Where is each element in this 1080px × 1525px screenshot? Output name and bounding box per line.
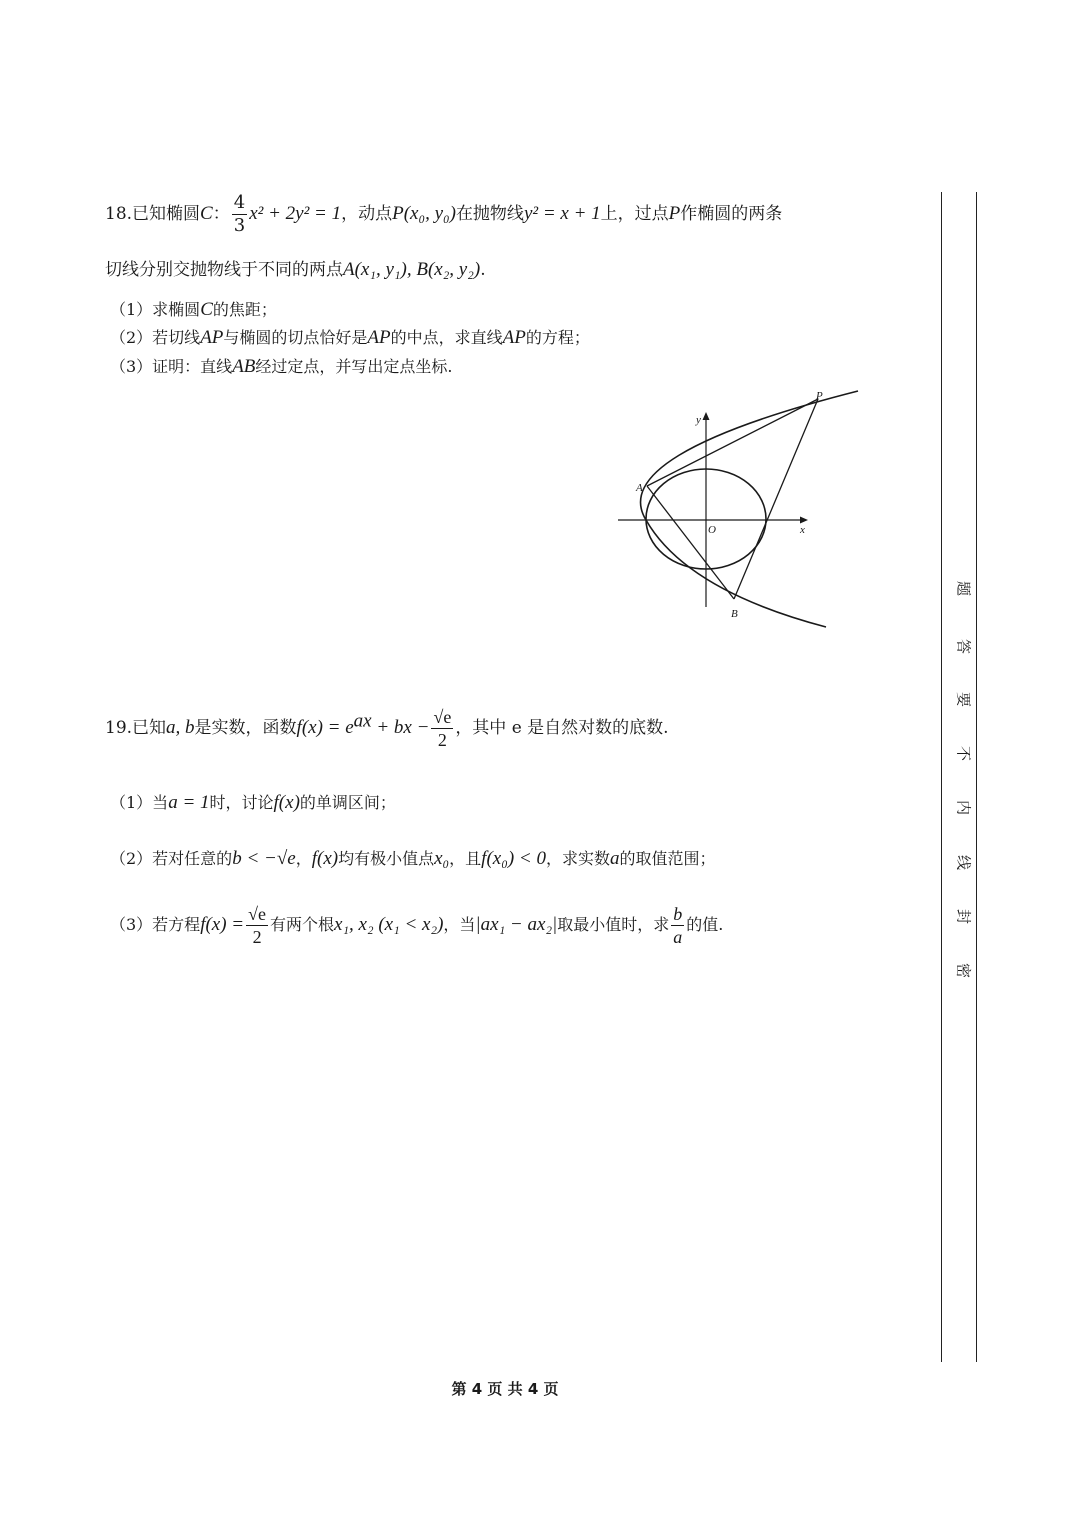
q19-sub3: （3）若方程f(x) = $\frac{√e}{2}$ 有两个根x₁, x₂ (x₁ < x₂)，当|ax₁ − ax₂|取最小值时，求 $\frac{b}{a}$ 的值. <box>110 904 724 947</box>
q18-sub2: （2）若切线AP与椭圆的切点恰好是AP的中点，求直线AP的方程； <box>110 327 590 348</box>
label-A: A <box>636 482 643 494</box>
seal-char-1: 题 <box>954 580 973 596</box>
seal-char-8: 密 <box>954 962 973 978</box>
x-axis-arrow <box>800 517 808 524</box>
label-B: B <box>731 608 738 620</box>
q19-line1: 19.已知a, b是实数，函数$f(x) = e^{ax}$ + bx − $\frac{√e}{2}$ ，其中 e 是自然对数的底数. <box>105 707 669 750</box>
seal-rule-left <box>941 192 942 1362</box>
q19-sub2: （2）若对任意的b < −√e，f(x)均有极小值点x₀，且f(x₀) < 0，求实数a的取值范围； <box>110 848 716 869</box>
fraction-b-a: $\frac{b}{a}$ <box>673 904 683 947</box>
tangent-line-PA <box>647 399 818 486</box>
q18-line2: 切线分别交抛物线于不同的两点A(x₁, y₁), B(x₂, y₂). <box>105 259 486 280</box>
label-O: O <box>708 524 716 536</box>
label-P: P <box>816 390 823 402</box>
parabola-curve <box>641 391 858 627</box>
seal-char-6: 线 <box>954 854 973 870</box>
page-footer: 第 4 页 共 4 页 <box>451 1380 559 1398</box>
y-axis-arrow <box>703 412 710 420</box>
seal-char-4: 不 <box>954 745 973 761</box>
fraction-sqrt-e-2: $\frac{√e}{2}$ <box>433 707 452 750</box>
q18-line1: 18.已知椭圆C： $\frac{4}{3}$ x² + 2y² = 1，动点P(x₀, y₀)在抛物线y² = x + 1上，过点P作椭圆的两条 <box>105 192 783 236</box>
fraction-4-3: $\frac{4}{3}$ <box>233 192 246 236</box>
q19-sub1: （1）当a = 1时，讨论f(x)的单调区间； <box>110 792 396 813</box>
label-x: x <box>800 524 805 536</box>
seal-rule-right <box>976 192 977 1362</box>
seal-char-5: 内 <box>954 799 973 815</box>
fraction-sqrt-e-2-b: $\frac{√e}{2}$ <box>248 904 266 947</box>
chord-AB <box>647 486 734 599</box>
seal-char-2: 答 <box>954 638 973 654</box>
seal-char-7: 封 <box>954 908 973 924</box>
ellipse-parabola-figure <box>600 385 870 630</box>
q18-sub3: （3）证明：直线AB经过定点，并写出定点坐标. <box>110 356 453 377</box>
tangent-line-PB <box>734 399 818 599</box>
label-y: y <box>696 414 701 426</box>
seal-char-3: 要 <box>954 691 973 707</box>
q18-sub1: （1）求椭圆C的焦距； <box>110 299 277 320</box>
